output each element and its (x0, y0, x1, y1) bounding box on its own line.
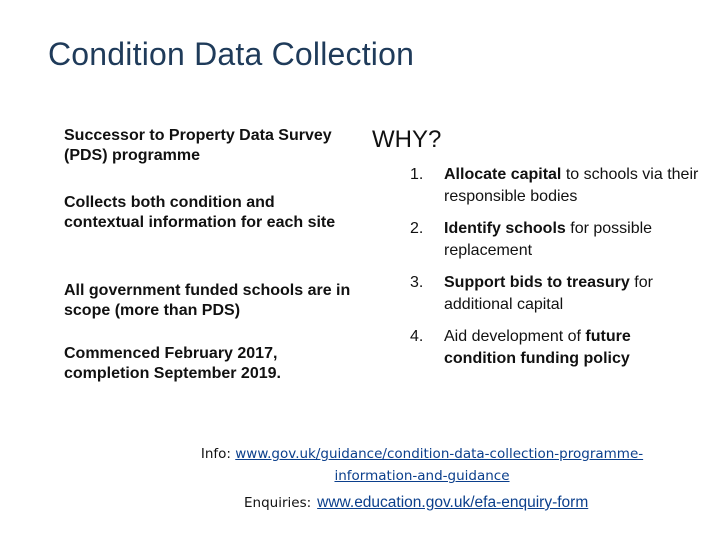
enquiries-link[interactable]: www.education.gov.uk/efa-enquiry-form (317, 494, 589, 511)
why-heading: WHY? (372, 126, 442, 153)
left-point-scope: All government funded schools are in scope (more than PDS) (64, 282, 351, 319)
reason-rest: to schools via their responsible bodies (444, 166, 699, 205)
reason-text (444, 218, 706, 262)
reason-bold: Allocate capital (444, 166, 562, 183)
reason-text (444, 326, 706, 370)
reason-lead: Aid development of (444, 328, 586, 345)
left-point-collects: Collects both condition and contextual information for each site (64, 194, 336, 231)
info-label: Info: (200, 446, 236, 462)
reason-number: 2. (410, 220, 424, 237)
reason-bold: Support bids to treasury (444, 274, 630, 291)
reason-bold: Identify schools (444, 220, 566, 237)
left-point-dates: Commenced February 2017, completion September 2019. (64, 345, 281, 382)
reason-text (444, 164, 706, 208)
enquiries-line (244, 494, 588, 512)
reason-rest: for possible replacement (444, 220, 653, 259)
reason-number: 1. (410, 166, 424, 183)
reason-number: 3. (410, 274, 424, 291)
reason-number: 4. (410, 328, 424, 345)
reason-bold: future condition funding policy (444, 328, 631, 367)
reason-text (444, 272, 706, 316)
reason-rest: for additional capital (444, 274, 653, 313)
info-link[interactable]: www.gov.uk/guidance/condition-data-collection-programme-information-and-guidance (235, 446, 644, 484)
enquiries-label: Enquiries: (244, 495, 312, 511)
slide-title: Condition Data Collection (48, 36, 415, 72)
info-line (172, 443, 672, 487)
left-point-successor: Successor to Property Data Survey (PDS) programme (64, 127, 332, 164)
